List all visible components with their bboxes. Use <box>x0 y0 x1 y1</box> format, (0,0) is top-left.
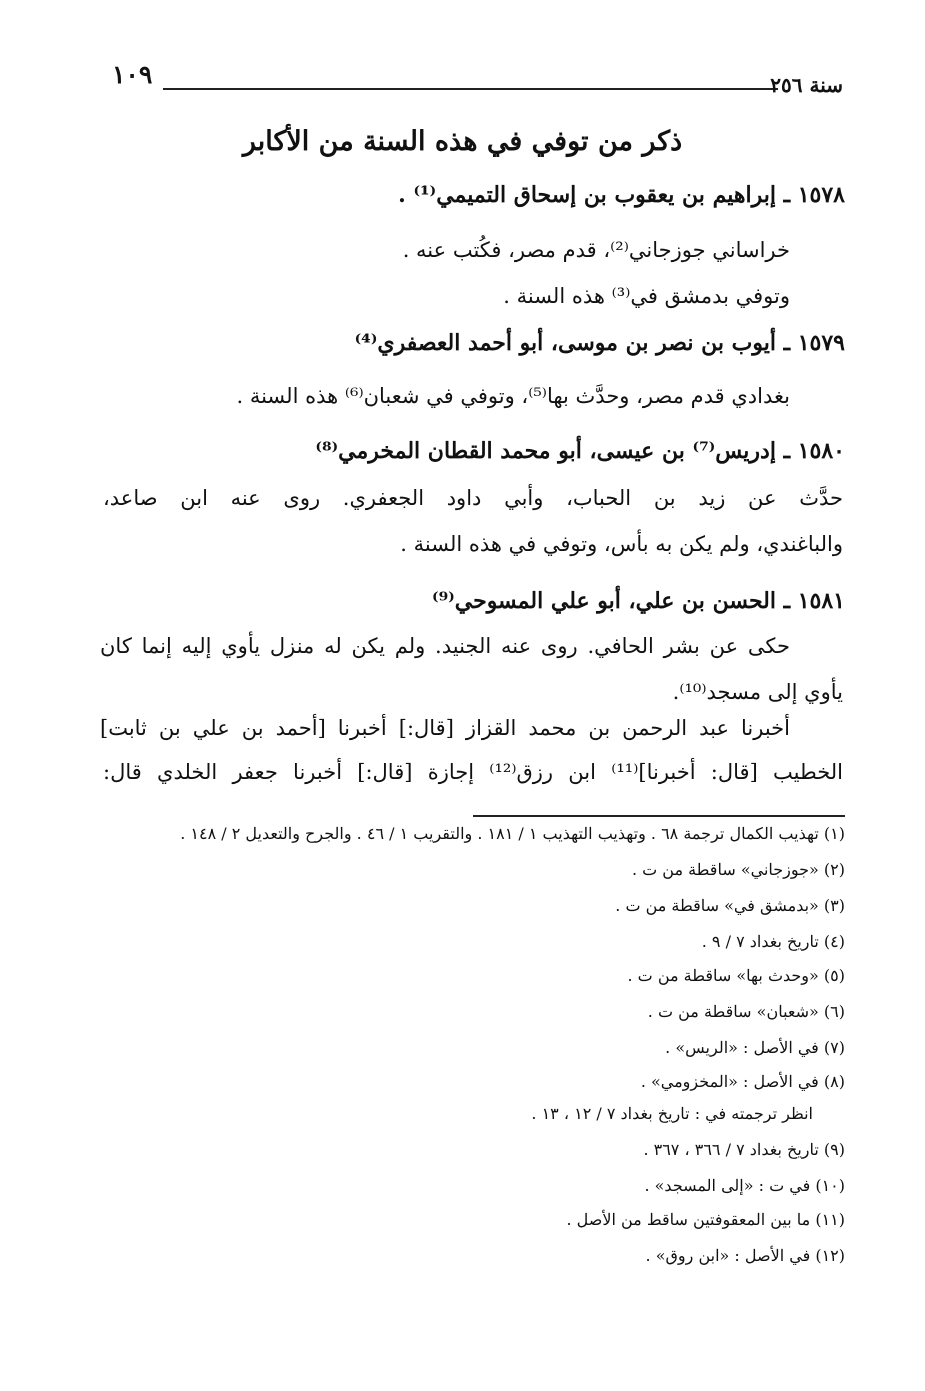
section-title: ذكر من توفي في هذه السنة من الأكابر <box>242 126 683 157</box>
page-number: ١٠٩ <box>112 60 153 89</box>
footnote-7: (٧) في الأصل : «الريس» . <box>665 1038 845 1057</box>
footnote-2: (٢) «جوزجاني» ساقطة من ت . <box>631 860 845 879</box>
footnote-11: (١١) ما بين المعقوفتين ساقط من الأصل . <box>566 1210 845 1229</box>
entry-heading-1578: ١٥٧٨ ـ إبراهيم بن يعقوب بن إسحاق التميمي⁽¹⁾ . <box>398 182 845 208</box>
entry-line: يأوي إلى مسجد⁽¹⁰⁾. <box>672 680 843 704</box>
entry-line: بغدادي قدم مصر، وحدَّث بها⁽⁵⁾، وتوفي في شعبان⁽⁶⁾ هذه السنة . <box>236 384 790 408</box>
footnote-3: (٣) «بدمشق في» ساقطة من ت . <box>615 896 845 915</box>
entry-line: حدَّث عن زيد بن الحباب، وأبي داود الجعفري. روى عنه ابن صاعد، <box>103 486 843 510</box>
entry-line: الخطيب [قال: أخبرنا]⁽¹¹⁾ ابن رزق⁽¹²⁾ إجازة [قال:] أخبرنا جعفر الخلدي قال: <box>103 760 843 784</box>
entry-heading-1579: ١٥٧٩ ـ أيوب بن نصر بن موسى، أبو أحمد العصفري⁽⁴⁾ <box>354 330 845 356</box>
footnote-5: (٥) «وحدث بها» ساقطة من ت . <box>627 966 845 985</box>
footnote-4: (٤) تاريخ بغداد ٧ / ٩ . <box>701 932 845 951</box>
entry-line: أخبرنا عبد الرحمن بن محمد القزاز [قال:] أخبرنا [أحمد بن علي بن ثابت] <box>100 716 790 740</box>
entry-line: والباغندي، ولم يكن به بأس، وتوفي في هذه السنة . <box>400 532 843 556</box>
header-rule <box>163 88 778 90</box>
entry-heading-1580: ١٥٨٠ ـ إدريس⁽⁷⁾ بن عيسى، أبو محمد القطان المخرمي⁽⁸⁾ <box>315 438 845 464</box>
footnote-1: (١) تهذيب الكمال ترجمة ٦٨ . وتهذيب التهذيب ١ / ١٨١ . والتقريب ١ / ٤٦ . والجرح والتعديل ٢ / ١٤٨ . <box>180 824 845 843</box>
entry-line: خراساني جوزجاني⁽²⁾، قدم مصر، فكُتب عنه . <box>402 238 790 262</box>
footnote-8: (٨) في الأصل : «المخزومي» . <box>640 1072 845 1091</box>
footnote-12: (١٢) في الأصل : «ابن روق» . <box>645 1246 845 1265</box>
footnote-rule <box>473 815 845 817</box>
footnote-8-continuation: انظر ترجمته في : تاريخ بغداد ٧ / ١٢ ، ١٣ . <box>531 1104 813 1123</box>
footnote-10: (١٠) في ت : «إلى المسجد» . <box>644 1176 845 1195</box>
entry-line: حكى عن بشر الحافي. روى عنه الجنيد. ولم يكن له منزل يأوي إليه إنما كان <box>100 634 790 658</box>
running-title: سنة ٢٥٦ <box>770 73 843 97</box>
footnote-9: (٩) تاريخ بغداد ٧ / ٣٦٦ ، ٣٦٧ . <box>643 1140 845 1159</box>
entry-line: وتوفي بدمشق في⁽³⁾ هذه السنة . <box>503 284 790 308</box>
entry-heading-1581: ١٥٨١ ـ الحسن بن علي، أبو علي المسوحي⁽⁹⁾ <box>432 588 845 614</box>
footnote-6: (٦) «شعبان» ساقطة من ت . <box>647 1002 845 1021</box>
